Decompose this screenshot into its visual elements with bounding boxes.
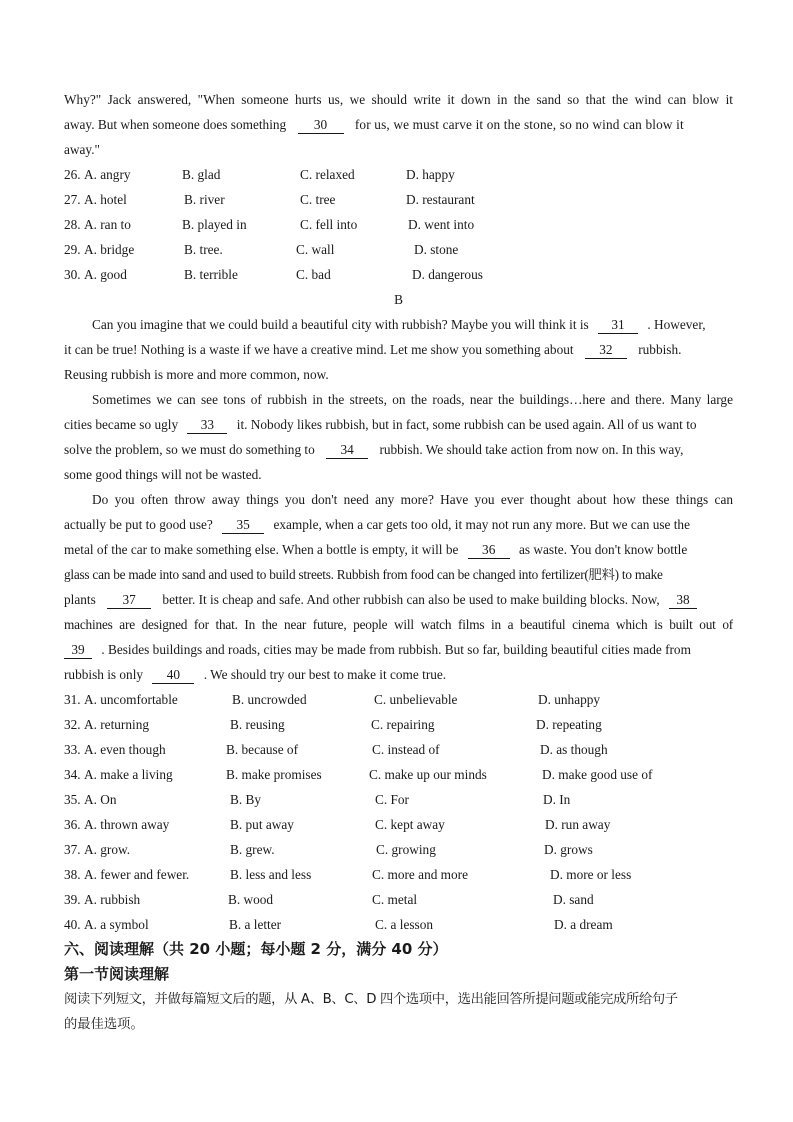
option-d: D. more or less [550, 867, 632, 882]
question-row [64, 212, 733, 237]
option-b: B. uncrowded [232, 692, 307, 707]
option-b: B. glad [182, 167, 221, 182]
question-number: 38. [64, 867, 81, 882]
passage-b-line [64, 612, 733, 637]
option-d: D. dangerous [412, 267, 483, 282]
question-number: 36. [64, 817, 81, 832]
option-c: C. bad [296, 267, 331, 282]
option-a: A. ran to [84, 217, 131, 232]
question-number: 31. [64, 692, 81, 707]
text-line: Sometimes we can see tons of rubbish in the streets, on the roads, near the buildings…here and there. Many large [92, 392, 733, 407]
text-line: Reusing rubbish is more and more common, now. [64, 367, 329, 382]
option-d: D. as though [540, 742, 608, 757]
question-number: 39. [64, 892, 81, 907]
option-d: D. happy [406, 167, 455, 182]
question-row [64, 812, 733, 837]
question-row [64, 687, 733, 712]
text-line: machines are designed for that. In the near future, people will watch films in a beautiful cinema which is built out of [64, 617, 733, 632]
text-span: as waste. You don't know bottle [519, 542, 688, 557]
blank-37: 37 [107, 592, 151, 609]
text-span: away. But when someone does something [64, 117, 287, 132]
option-a: A. returning [84, 717, 149, 732]
question-row [64, 837, 733, 862]
text-line: away." [64, 142, 100, 157]
blank-39: 39 [64, 642, 92, 659]
option-c: C. wall [296, 242, 335, 257]
question-row [64, 912, 733, 937]
question-number: 30. [64, 267, 81, 282]
option-b: B. put away [230, 817, 294, 832]
option-d: D. a dream [554, 917, 613, 932]
blank-34: 34 [326, 442, 368, 459]
passage-b-line [64, 562, 733, 587]
blank-35: 35 [222, 517, 264, 534]
question-number: 32. [64, 717, 81, 732]
text-span: rubbish. [638, 342, 682, 357]
option-a: A. uncomfortable [84, 692, 178, 707]
option-b: B. tree. [184, 242, 223, 257]
instructions-line: 的最佳选项。 [64, 1017, 144, 1032]
option-d: D. sand [553, 892, 594, 907]
option-c: C. fell into [300, 217, 358, 232]
question-number: 27. [64, 192, 81, 207]
text-span: plants [64, 592, 96, 607]
blank-36: 36 [468, 542, 510, 559]
passage-b-line [64, 437, 733, 462]
text-span: it. Nobody likes rubbish, but in fact, some rubbish can be used again. All of us want to [236, 417, 697, 432]
question-number: 37. [64, 842, 81, 857]
option-a: A. a symbol [84, 917, 149, 932]
option-d: D. run away [545, 817, 611, 832]
option-a: A. good [84, 267, 127, 282]
question-row [64, 187, 733, 212]
question-row [64, 887, 733, 912]
option-c: C. For [375, 792, 409, 807]
question-number: 35. [64, 792, 81, 807]
blank-32: 32 [585, 342, 627, 359]
option-d: D. In [543, 792, 571, 807]
option-b: B. terrible [184, 267, 238, 282]
passage-b-line [64, 462, 733, 487]
passage-b-line [64, 412, 733, 437]
text-span: better. It is cheap and safe. And other rubbish can also be used to make building blocks. Now, [162, 592, 660, 607]
passage-b-line [64, 387, 733, 412]
option-c: C. repairing [371, 717, 435, 732]
question-row [64, 262, 733, 287]
passage-a-line [64, 137, 733, 162]
option-a: A. grow. [84, 842, 131, 857]
section-subheading: 第一节阅读理解 [64, 965, 170, 983]
option-b: B. reusing [230, 717, 285, 732]
option-a: A. make a living [84, 767, 173, 782]
option-b: B. make promises [226, 767, 322, 782]
question-number: 28. [64, 217, 81, 232]
question-number: 26. [64, 167, 81, 182]
passage-b-line [64, 637, 733, 662]
option-c: C. instead of [372, 742, 440, 757]
text-span: cities became so ugly [64, 417, 179, 432]
question-row [64, 237, 733, 262]
passage-b-line [64, 362, 733, 387]
option-d: D. repeating [536, 717, 602, 732]
option-c: C. more and more [372, 867, 469, 882]
text-span: actually be put to good use? [64, 517, 213, 532]
option-b: B. because of [226, 742, 298, 757]
instructions-line: 阅读下列短文，并做每篇短文后的题，从 A、B、C、D 四个选项中，选出能回答所提问题或能完成所给句子 [64, 992, 678, 1007]
option-a: A. rubbish [84, 892, 141, 907]
text-span: . Besides buildings and roads, cities may be made from rubbish. But so far, building beautiful cities made from [101, 642, 691, 657]
option-a: A. angry [84, 167, 131, 182]
question-number: 29. [64, 242, 81, 257]
blank-30: 30 [298, 117, 344, 134]
text-span: it can be true! Nothing is a waste if we have a creative mind. Let me show you something about [64, 342, 574, 357]
question-row [64, 762, 733, 787]
option-c: C. relaxed [300, 167, 355, 182]
section-heading: 六、阅读理解（共 20 小题；每小题 2 分，满分 40 分） [64, 940, 448, 958]
option-d: D. unhappy [538, 692, 601, 707]
option-a: A. bridge [84, 242, 135, 257]
option-a: A. even though [84, 742, 166, 757]
question-row [64, 787, 733, 812]
option-a: A. fewer and fewer. [84, 867, 190, 882]
passage-b-line [64, 662, 733, 687]
question-number: 33. [64, 742, 81, 757]
blank-31: 31 [598, 317, 638, 334]
option-d: D. stone [414, 242, 459, 257]
blank-38: 38 [669, 592, 697, 609]
text-span: Can you imagine that we could build a beautiful city with rubbish? Maybe you will think it is [92, 317, 589, 332]
question-row [64, 737, 733, 762]
question-row [64, 162, 733, 187]
question-row [64, 712, 733, 737]
option-b: B. played in [182, 217, 247, 232]
option-d: D. make good use of [542, 767, 653, 782]
question-number: 34. [64, 767, 81, 782]
passage-b-line [64, 337, 733, 362]
text-span: for us, we must carve it on the stone, so no wind can blow it [354, 117, 684, 132]
document-page [64, 87, 733, 1037]
passage-a-line [64, 87, 733, 112]
question-number: 40. [64, 917, 81, 932]
option-d: D. went into [408, 217, 475, 232]
option-a: A. On [84, 792, 117, 807]
question-row [64, 862, 733, 887]
text-line: some good things will not be wasted. [64, 467, 262, 482]
text-span: rubbish. We should take action from now on. In this way, [379, 442, 684, 457]
passage-b-line [64, 487, 733, 512]
blank-40: 40 [152, 667, 194, 684]
text-span: . However, [647, 317, 706, 332]
option-a: A. thrown away [84, 817, 170, 832]
section-title: B [394, 292, 403, 307]
text-line: Why?" Jack answered, "When someone hurts us, we should write it down in the sand so that the wind can blow it [64, 92, 733, 107]
passage-b-line [64, 587, 733, 612]
option-d: D. restaurant [406, 192, 475, 207]
option-b: B. grew. [230, 842, 275, 857]
option-c: C. tree [300, 192, 336, 207]
text-span: example, when a car gets too old, it may not run any more. But we can use the [273, 517, 690, 532]
option-b: B. By [230, 792, 262, 807]
text-span: rubbish is only [64, 667, 144, 682]
option-c: C. a lesson [375, 917, 433, 932]
text-span: metal of the car to make something else. When a bottle is empty, it will be [64, 542, 459, 557]
option-c: C. metal [372, 892, 418, 907]
text-span: solve the problem, so we must do something to [64, 442, 315, 457]
passage-b-line [64, 512, 733, 537]
option-b: B. wood [228, 892, 274, 907]
option-c: C. make up our minds [369, 767, 487, 782]
passage-a-line [64, 112, 733, 137]
text-span: . We should try our best to make it come true. [203, 667, 447, 682]
option-b: B. a letter [229, 917, 282, 932]
option-b: B. river [184, 192, 225, 207]
passage-b-line [64, 312, 733, 337]
option-c: C. unbelievable [374, 692, 458, 707]
option-d: D. grows [544, 842, 593, 857]
text-line: Do you often throw away things you don't need any more? Have you ever thought about how these things can [92, 492, 733, 507]
option-c: C. growing [376, 842, 436, 857]
passage-b-line [64, 537, 733, 562]
option-a: A. hotel [84, 192, 127, 207]
blank-33: 33 [187, 417, 227, 434]
option-c: C. kept away [375, 817, 445, 832]
option-b: B. less and less [230, 867, 312, 882]
text-line: glass can be made into sand and used to build streets. Rubbish from food can be changed into fertilizer(肥料) to make [64, 567, 663, 582]
